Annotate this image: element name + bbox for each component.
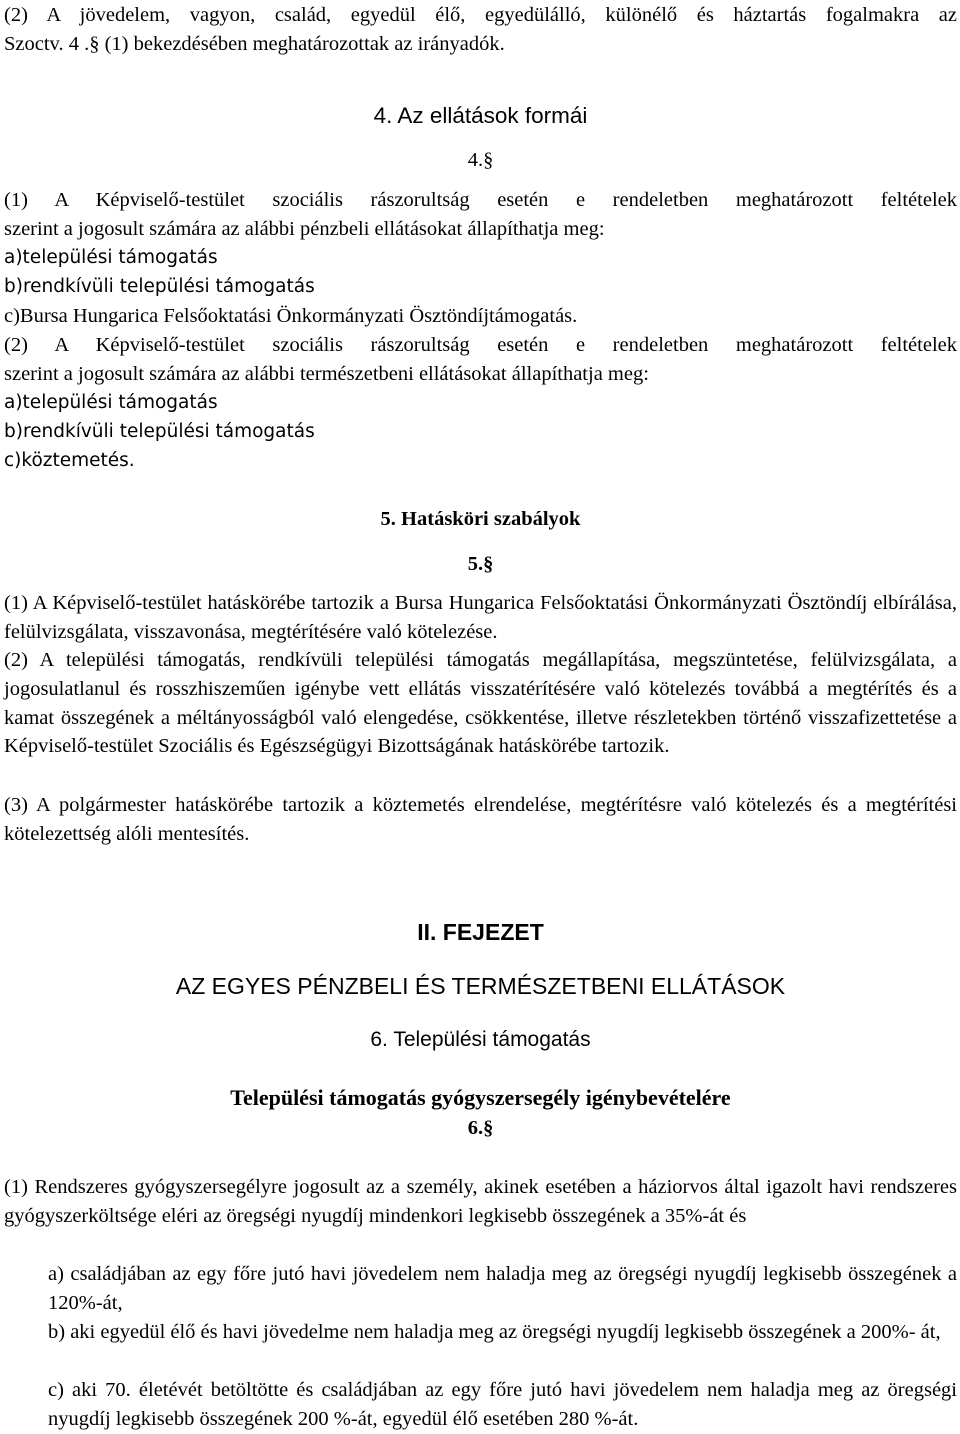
section-4-p2-item-c: c)köztemetés. — [4, 450, 135, 471]
section-4-heading: 4. Az ellátások formái — [373, 103, 588, 128]
section-4-p1-item-b: b)rendkívüli települési támogatás — [4, 276, 315, 297]
section-6-item-a: a) családjában az egy főre jutó havi jövedelem nem haladja meg az öregségi nyugdíj legkisebb összegének a 120%-át, — [48, 1263, 957, 1314]
section-4-p2-item-a: a)települési támogatás — [4, 392, 218, 413]
section-5-p2: (2) A települési támogatás, rendkívüli települési támogatás megállapítása, megszüntetése, felülvizsgálata, a jogosulatlanul és rosszhiszeműen igénybe vett ellátás visszatérítésére való kötelezés továbbá a megtérítés és a kamat összegének a méltányosságból való elengedése, csökkentése, illetve részletekben történő visszafizettetése a Képviselő-testület Szociális és Egészségügyi Bizottságának hatáskörébe tartozik. — [4, 649, 957, 758]
section-6-paragraph-sign: 6.§ — [467, 1117, 494, 1139]
section-5-paragraph-sign: 5.§ — [467, 553, 494, 575]
section-5-heading: 5. Hatásköri szabályok — [380, 508, 581, 530]
section-6-item-c: c) aki 70. életévét betöltötte és családjában az egy főre jutó havi jövedelem nem haladja meg az öregségi nyugdíj legkisebb összegének 200 %-át, egyedül élő esetében 280 %-át. — [48, 1379, 957, 1430]
chapter-title: II. FEJEZET — [417, 919, 544, 945]
section-5-p1: (1) A Képviselő-testület hatáskörébe tartozik a Bursa Hungarica Felsőoktatási Önkormányzati Ösztöndíj elbírálása, felülvizsgálata, visszavonása, megtérítésére való kötelezése. — [4, 592, 957, 643]
section-4-p1-line-1: (1) A Képviselő-testület szociális rászorultság esetén e rendeletben meghatározott feltételek — [4, 189, 957, 211]
intro-line-2: Szoctv. 4 .§ (1) bekezdésében meghatározottak az irányadók. — [4, 33, 505, 55]
section-4-p2-line-2: szerint a jogosult számára az alábbi természetbeni ellátásokat állapíthatja meg: — [4, 363, 649, 385]
section-4-p1-item-c: c)Bursa Hungarica Felsőoktatási Önkormányzati Ösztöndíjtámogatás. — [4, 305, 578, 327]
section-4-p2-line-1: (2) A Képviselő-testület szociális rászorultság esetén e rendeletben meghatározott feltételek — [4, 334, 957, 356]
intro-line-1: (2) A jövedelem, vagyon, család, egyedül élő, egyedülálló, különélő és háztartás fogalmakra az — [4, 4, 957, 26]
section-6-p1: (1) Rendszeres gyógyszersegélyre jogosult az a személy, akinek esetében a háziorvos által igazolt havi rendszeres gyógyszerköltsége eléri az öregségi nyugdíj mindenkori legkisebb összegének a 35%-át és — [4, 1176, 957, 1227]
section-6-subheading: Települési támogatás gyógyszersegély igénybevételére — [230, 1085, 731, 1110]
section-6-item-b: b) aki egyedül élő és havi jövedelme nem haladja meg az öregségi nyugdíj legkisebb összegének a 200%- át, — [48, 1321, 941, 1343]
chapter-subtitle: AZ EGYES PÉNZBELI ÉS TERMÉSZETBENI ELLÁTÁSOK — [175, 973, 786, 999]
section-4-paragraph-sign: 4.§ — [467, 149, 494, 171]
section-5-p3: (3) A polgármester hatáskörébe tartozik a köztemetés elrendelése, megtérítésre való kötelezés és a megtérítési kötelezettség alóli mentesítés. — [4, 794, 957, 845]
section-4-p1-item-a: a)települési támogatás — [4, 247, 218, 268]
section-4-p2-item-b: b)rendkívüli települési támogatás — [4, 421, 315, 442]
section-4-p1-line-2: szerint a jogosult számára az alábbi pénzbeli ellátásokat állapíthatja meg: — [4, 218, 605, 240]
section-6-heading: 6. Települési támogatás — [370, 1028, 591, 1051]
